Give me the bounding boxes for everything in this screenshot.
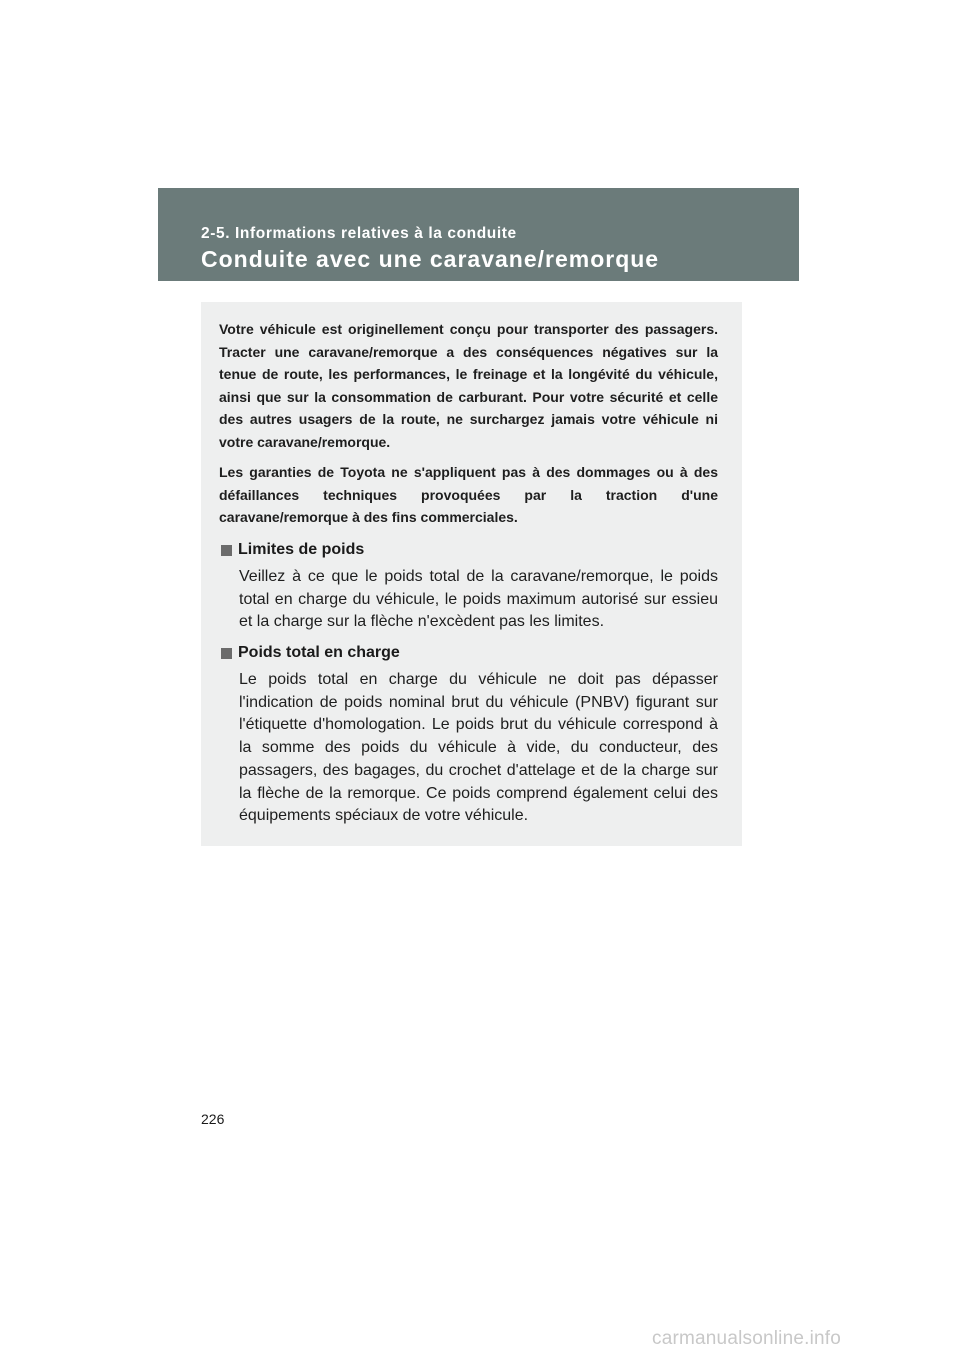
watermark: carmanualsonline.info [652, 1328, 842, 1349]
gross-weight-heading-label: Poids total en charge [238, 644, 400, 661]
page-number: 226 [201, 1111, 225, 1127]
intro-paragraph: Votre véhicule est originellement conçu pour transporter des passagers. Tracter une caravane/remorque a des conséquences négatives sur la tenue de route, les performances, le freinage et la longévité du véhicule, ainsi que sur la consommation de carburant. Pour votre sécurité et celle des autres usagers de la route, ne surchargez jamais votre véhicule ni votre caravane/remorque. [219, 321, 718, 450]
page-title: Conduite avec une caravane/remorque [201, 246, 660, 272]
weight-limits-heading-label: Limites de poids [238, 541, 365, 558]
content-box [201, 302, 742, 846]
section-label: 2-5. Informations relatives à la conduite [201, 225, 517, 242]
weight-limits-heading [221, 541, 364, 559]
square-bullet-icon [221, 545, 232, 556]
gross-weight-heading [221, 644, 400, 662]
chapter-header-band [158, 188, 799, 281]
warranty-paragraph: Les garanties de Toyota ne s'appliquent pas à des dommages ou à des défaillances techniques provoquées par la traction d'une caravane/remorque à des fins commerciales. [219, 464, 718, 526]
square-bullet-icon [221, 648, 232, 659]
gross-weight-text: Le poids total en charge du véhicule ne doit pas dépasser l'indication de poids nominal brut du véhicule (PNBV) figurant sur l'étiquette d'homologation. Le poids brut du véhicule correspond à la somme des poids du véhicule à vide, du conducteur, des passagers, des bagages, du crochet d'attelage et de la charge sur la flèche de la remorque. Ce poids comprend également celui des équipements spéciaux de votre véhicule. [239, 671, 718, 825]
weight-limits-text: Veillez à ce que le poids total de la caravane/remorque, le poids total en charge du véhicule, le poids maximum autorisé sur essieu et la charge sur la flèche n'excèdent pas les limites. [239, 568, 718, 631]
